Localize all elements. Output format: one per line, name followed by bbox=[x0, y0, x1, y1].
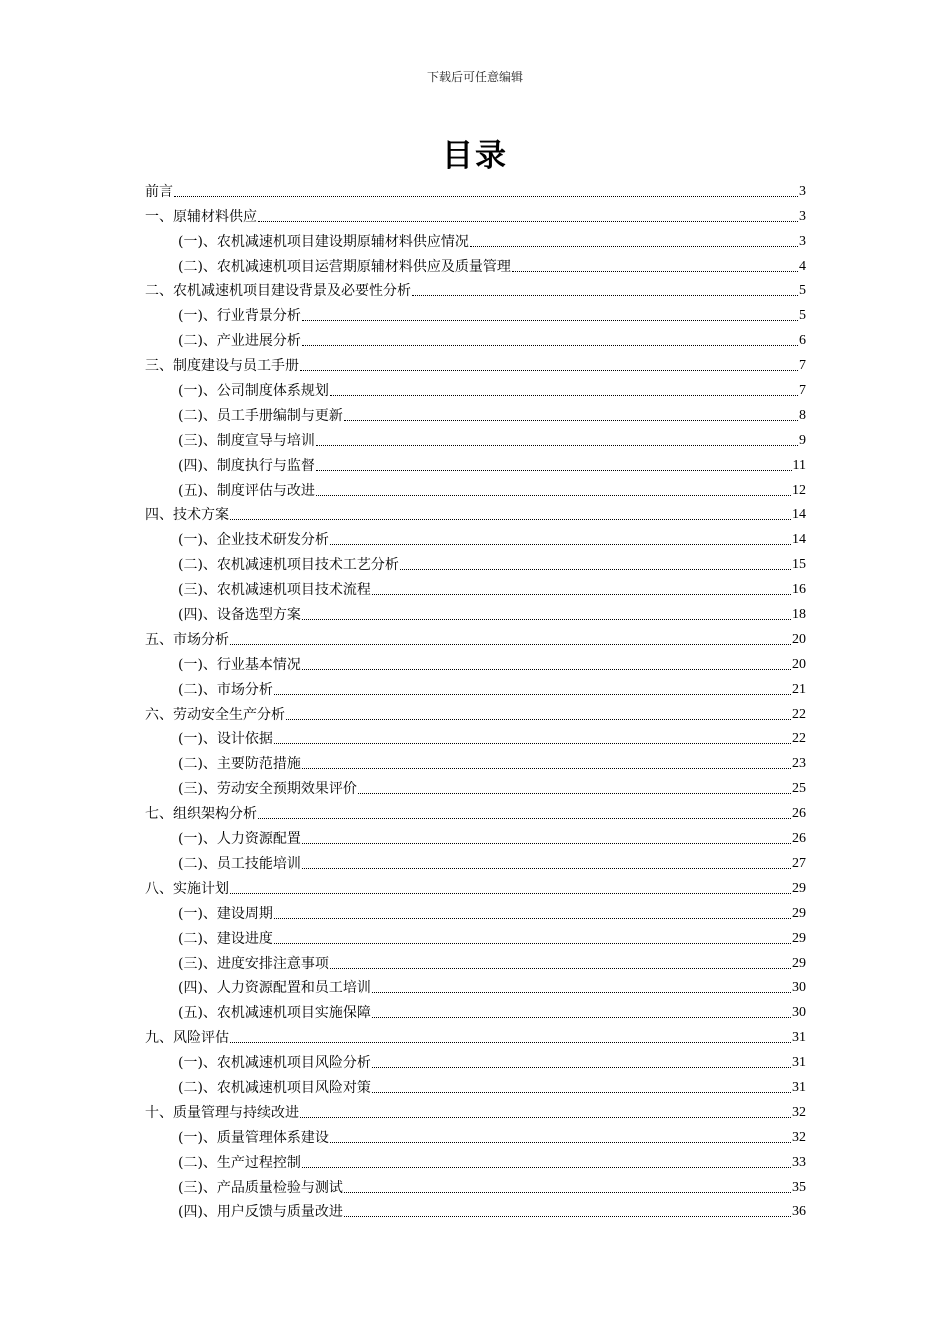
dot-leader bbox=[302, 619, 791, 620]
dot-leader bbox=[316, 495, 791, 496]
toc-entry[interactable] bbox=[145, 600, 806, 625]
dot-leader bbox=[258, 221, 798, 222]
toc-entry-page-number: 16 bbox=[792, 582, 806, 598]
toc-entry-page-number: 31 bbox=[792, 1030, 806, 1046]
toc-entry[interactable] bbox=[145, 749, 806, 774]
toc-entry[interactable] bbox=[145, 899, 806, 924]
toc-entry[interactable] bbox=[145, 675, 806, 700]
dot-leader bbox=[302, 1167, 791, 1168]
dot-leader bbox=[230, 1042, 791, 1043]
dot-leader bbox=[372, 594, 791, 595]
toc-entry[interactable] bbox=[145, 351, 806, 376]
toc-entry[interactable] bbox=[145, 550, 806, 575]
dot-leader bbox=[286, 719, 791, 720]
toc-entry[interactable] bbox=[145, 202, 806, 227]
dot-leader bbox=[470, 246, 798, 247]
toc-entry-label: (一)、人力资源配置 bbox=[178, 831, 301, 848]
toc-entry-label: (二)、员工手册编制与更新 bbox=[178, 407, 343, 424]
toc-entry-page-number: 22 bbox=[792, 706, 806, 722]
toc-entry-page-number: 29 bbox=[792, 880, 806, 896]
dot-leader bbox=[316, 445, 798, 446]
toc-entry-page-number: 3 bbox=[799, 183, 806, 199]
dot-leader bbox=[330, 544, 791, 545]
toc-entry-label: 四、技术方案 bbox=[145, 507, 229, 524]
toc-entry[interactable] bbox=[145, 1123, 806, 1148]
dot-leader bbox=[230, 893, 791, 894]
toc-entry-label: 一、原辅材料供应 bbox=[145, 208, 257, 225]
dot-leader bbox=[330, 1142, 791, 1143]
toc-entry-page-number: 26 bbox=[792, 831, 806, 847]
toc-entry[interactable] bbox=[145, 1048, 806, 1073]
dot-leader bbox=[344, 1192, 791, 1193]
toc-entry-page-number: 6 bbox=[799, 333, 806, 349]
toc-entry[interactable] bbox=[145, 252, 806, 277]
toc-entry[interactable] bbox=[145, 849, 806, 874]
toc-entry-label: (四)、用户反馈与质量改进 bbox=[178, 1204, 343, 1221]
toc-entry[interactable] bbox=[145, 426, 806, 451]
toc-entry-label: 九、风险评估 bbox=[145, 1030, 229, 1047]
toc-entry-page-number: 21 bbox=[792, 681, 806, 697]
toc-entry-page-number: 20 bbox=[792, 656, 806, 672]
toc-entry[interactable] bbox=[145, 1173, 806, 1198]
toc-entry[interactable] bbox=[145, 1023, 806, 1048]
toc-entry[interactable] bbox=[145, 725, 806, 750]
toc-entry[interactable] bbox=[145, 1098, 806, 1123]
toc-entry-label: 二、农机减速机项目建设背景及必要性分析 bbox=[145, 283, 411, 300]
toc-entry-label: (二)、建设进度 bbox=[178, 930, 273, 947]
toc-entry[interactable] bbox=[145, 501, 806, 526]
dot-leader bbox=[344, 1216, 791, 1217]
dot-leader bbox=[400, 569, 791, 570]
dot-leader bbox=[344, 420, 798, 421]
dot-leader bbox=[230, 644, 791, 645]
dot-leader bbox=[330, 968, 791, 969]
toc-entry-page-number: 7 bbox=[799, 358, 806, 374]
toc-entry[interactable] bbox=[145, 376, 806, 401]
toc-entry[interactable] bbox=[145, 998, 806, 1023]
toc-entry[interactable] bbox=[145, 451, 806, 476]
toc-entry-page-number: 26 bbox=[792, 806, 806, 822]
dot-leader bbox=[274, 943, 791, 944]
dot-leader bbox=[316, 470, 792, 471]
toc-entry-label: (四)、人力资源配置和员工培训 bbox=[178, 980, 371, 997]
toc-entry-page-number: 31 bbox=[792, 1055, 806, 1071]
toc-title: 目录 bbox=[442, 138, 508, 174]
dot-leader bbox=[412, 295, 798, 296]
toc-entry-page-number: 15 bbox=[792, 557, 806, 573]
dot-leader bbox=[302, 320, 798, 321]
toc-entry-page-number: 7 bbox=[799, 383, 806, 399]
toc-entry-page-number: 30 bbox=[792, 980, 806, 996]
toc-entry-page-number: 29 bbox=[792, 905, 806, 921]
toc-entry-label: (三)、制度宣导与培训 bbox=[178, 432, 315, 449]
dot-leader bbox=[302, 768, 791, 769]
dot-leader bbox=[302, 868, 791, 869]
toc-entry-page-number: 4 bbox=[799, 258, 806, 274]
toc-entry-page-number: 35 bbox=[792, 1179, 806, 1195]
toc-entry-label: (三)、农机减速机项目技术流程 bbox=[178, 582, 371, 599]
toc-entry-label: (一)、企业技术研发分析 bbox=[178, 532, 329, 549]
toc-entry-label: 六、劳动安全生产分析 bbox=[145, 706, 285, 723]
toc-entry-label: 八、实施计划 bbox=[145, 880, 229, 897]
toc-entry-label: (二)、农机减速机项目运营期原辅材料供应及质量管理 bbox=[178, 258, 511, 275]
dot-leader bbox=[174, 196, 798, 197]
toc-entry[interactable] bbox=[145, 575, 806, 600]
toc-entry-label: (一)、建设周期 bbox=[178, 905, 273, 922]
dot-leader bbox=[372, 1017, 791, 1018]
toc-entry-label: (四)、制度执行与监督 bbox=[178, 457, 315, 474]
dot-leader bbox=[258, 818, 791, 819]
dot-leader bbox=[300, 370, 798, 371]
toc-entry[interactable] bbox=[145, 326, 806, 351]
toc-entry-label: (一)、农机减速机项目风险分析 bbox=[178, 1055, 371, 1072]
toc-entry-page-number: 9 bbox=[799, 432, 806, 448]
toc-entry[interactable] bbox=[145, 277, 806, 302]
toc-entry-label: (二)、农机减速机项目技术工艺分析 bbox=[178, 557, 399, 574]
toc-entry-label: (一)、设计依据 bbox=[178, 731, 273, 748]
dot-leader bbox=[512, 271, 798, 272]
toc-entry-page-number: 3 bbox=[799, 233, 806, 249]
dot-leader bbox=[372, 992, 791, 993]
toc-entry-page-number: 14 bbox=[792, 507, 806, 523]
toc-entry-label: 五、市场分析 bbox=[145, 631, 229, 648]
toc-entry-page-number: 31 bbox=[792, 1079, 806, 1095]
dot-leader bbox=[274, 918, 791, 919]
dot-leader bbox=[274, 743, 791, 744]
dot-leader bbox=[300, 1117, 791, 1118]
dot-leader bbox=[372, 1067, 791, 1068]
table-of-contents bbox=[145, 177, 806, 1222]
toc-entry[interactable] bbox=[145, 824, 806, 849]
toc-entry-page-number: 20 bbox=[792, 631, 806, 647]
toc-entry[interactable] bbox=[145, 874, 806, 899]
toc-entry-label: (二)、主要防范措施 bbox=[178, 756, 301, 773]
toc-entry[interactable] bbox=[145, 700, 806, 725]
toc-entry-label: (三)、劳动安全预期效果评价 bbox=[178, 781, 357, 798]
toc-entry-page-number: 14 bbox=[792, 532, 806, 548]
toc-entry-label: 十、质量管理与持续改进 bbox=[145, 1104, 299, 1121]
toc-entry-page-number: 32 bbox=[792, 1129, 806, 1145]
toc-entry-label: (三)、产品质量检验与测试 bbox=[178, 1179, 343, 1196]
toc-entry[interactable] bbox=[145, 401, 806, 426]
toc-entry-label: (四)、设备选型方案 bbox=[178, 607, 301, 624]
dot-leader bbox=[330, 395, 798, 396]
dot-leader bbox=[230, 519, 791, 520]
toc-entry-page-number: 33 bbox=[792, 1154, 806, 1170]
toc-entry-label: 前言 bbox=[145, 183, 173, 200]
toc-entry-label: (二)、员工技能培训 bbox=[178, 855, 301, 872]
toc-entry-page-number: 30 bbox=[792, 1005, 806, 1021]
toc-entry-label: (二)、农机减速机项目风险对策 bbox=[178, 1079, 371, 1096]
toc-entry-page-number: 5 bbox=[799, 283, 806, 299]
toc-entry-page-number: 18 bbox=[792, 607, 806, 623]
toc-entry[interactable] bbox=[145, 476, 806, 501]
dot-leader bbox=[302, 345, 798, 346]
toc-entry-page-number: 32 bbox=[792, 1104, 806, 1120]
dot-leader bbox=[274, 694, 791, 695]
toc-entry-label: (五)、农机减速机项目实施保障 bbox=[178, 1005, 371, 1022]
toc-entry[interactable] bbox=[145, 1073, 806, 1098]
toc-entry[interactable] bbox=[145, 799, 806, 824]
toc-entry-label: (一)、质量管理体系建设 bbox=[178, 1129, 329, 1146]
toc-entry-label: (二)、产业进展分析 bbox=[178, 333, 301, 350]
toc-entry-label: 七、组织架构分析 bbox=[145, 806, 257, 823]
toc-entry-label: (一)、行业基本情况 bbox=[178, 656, 301, 673]
toc-entry-label: (一)、公司制度体系规划 bbox=[178, 383, 329, 400]
toc-entry-label: (一)、行业背景分析 bbox=[178, 308, 301, 325]
toc-entry[interactable] bbox=[145, 974, 806, 999]
toc-entry-page-number: 11 bbox=[792, 457, 806, 473]
toc-entry-page-number: 29 bbox=[792, 930, 806, 946]
toc-entry-page-number: 8 bbox=[799, 407, 806, 423]
toc-entry-page-number: 36 bbox=[792, 1204, 806, 1220]
toc-entry-label: (二)、市场分析 bbox=[178, 681, 273, 698]
toc-entry[interactable] bbox=[145, 949, 806, 974]
toc-entry-page-number: 22 bbox=[792, 731, 806, 747]
dot-leader bbox=[372, 1092, 791, 1093]
toc-entry-label: (五)、制度评估与改进 bbox=[178, 482, 315, 499]
toc-entry[interactable] bbox=[145, 924, 806, 949]
header-note: 下载后可任意编辑 bbox=[426, 70, 523, 84]
toc-entry-label: (三)、进度安排注意事项 bbox=[178, 955, 329, 972]
toc-entry-page-number: 23 bbox=[792, 756, 806, 772]
toc-entry[interactable] bbox=[145, 525, 806, 550]
toc-entry[interactable] bbox=[145, 1198, 806, 1223]
toc-entry-page-number: 3 bbox=[799, 208, 806, 224]
toc-entry-label: 三、制度建设与员工手册 bbox=[145, 358, 299, 375]
toc-entry-page-number: 12 bbox=[792, 482, 806, 498]
toc-entry-page-number: 27 bbox=[792, 855, 806, 871]
toc-entry-label: (二)、生产过程控制 bbox=[178, 1154, 301, 1171]
toc-entry[interactable] bbox=[145, 227, 806, 252]
dot-leader bbox=[302, 669, 791, 670]
toc-entry-page-number: 25 bbox=[792, 781, 806, 797]
toc-entry[interactable] bbox=[145, 650, 806, 675]
dot-leader bbox=[302, 843, 791, 844]
toc-entry[interactable] bbox=[145, 774, 806, 799]
toc-entry[interactable] bbox=[145, 1148, 806, 1173]
toc-entry-label: (一)、农机减速机项目建设期原辅材料供应情况 bbox=[178, 233, 469, 250]
dot-leader bbox=[358, 793, 791, 794]
toc-entry[interactable] bbox=[145, 301, 806, 326]
toc-entry[interactable] bbox=[145, 177, 806, 202]
toc-entry[interactable] bbox=[145, 625, 806, 650]
toc-entry-page-number: 29 bbox=[792, 955, 806, 971]
toc-entry-page-number: 5 bbox=[799, 308, 806, 324]
